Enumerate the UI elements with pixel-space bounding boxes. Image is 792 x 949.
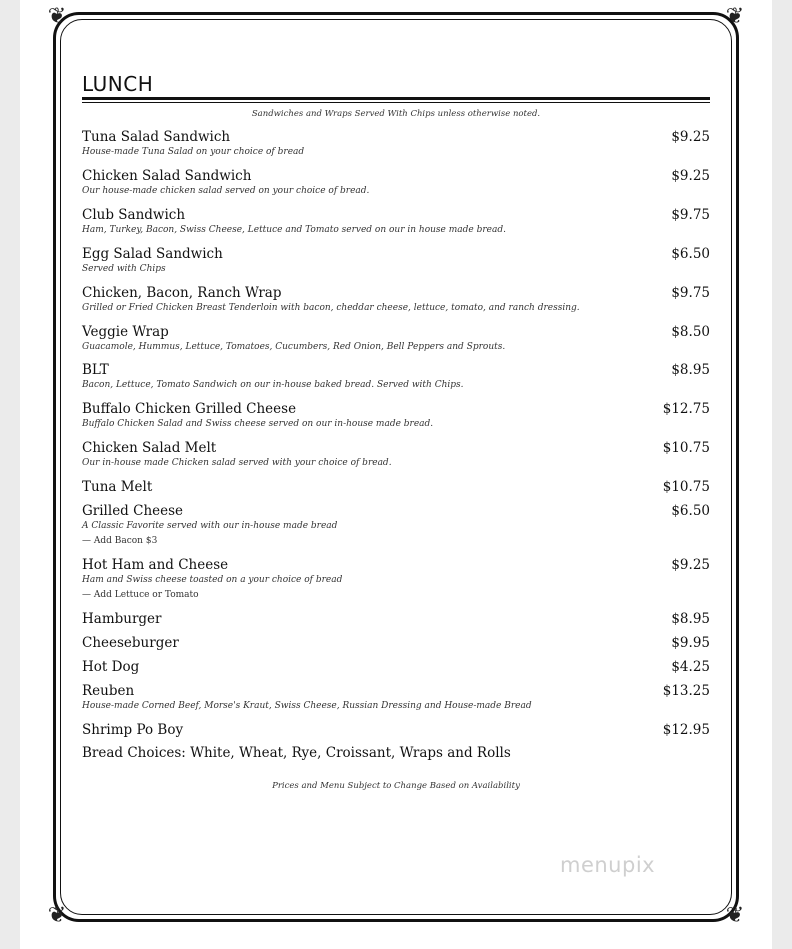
item-name: Reuben (82, 683, 135, 699)
item-price: $9.75 (671, 285, 710, 301)
watermark-logo: menupix (560, 853, 656, 877)
item-price: $9.75 (671, 207, 710, 223)
item-price: $9.25 (671, 129, 710, 145)
item-name: Tuna Melt (82, 479, 153, 495)
item-price: $6.50 (671, 503, 710, 519)
item-name: Hot Dog (82, 659, 140, 675)
item-price: $8.95 (671, 362, 710, 378)
item-price: $10.75 (662, 479, 710, 495)
item-price: $12.95 (662, 722, 710, 738)
title-divider (82, 97, 710, 100)
menu-title: LUNCH (82, 72, 154, 96)
item-price: $6.50 (671, 246, 710, 262)
item-addon: — Add Lettuce or Tomato (82, 590, 199, 600)
availability-note: Prices and Menu Subject to Change Based on Availability (272, 781, 520, 791)
item-addon: — Add Bacon $3 (82, 536, 158, 546)
item-name: Cheeseburger (82, 635, 179, 651)
bread-choices: Bread Choices: White, Wheat, Rye, Croissant, Wraps and Rolls (82, 745, 511, 761)
item-price: $8.95 (671, 611, 710, 627)
item-description: Our in-house made Chicken salad served with your choice of bread. (82, 458, 392, 468)
item-price: $10.75 (662, 440, 710, 456)
item-name: Hamburger (82, 611, 162, 627)
item-description: House-made Corned Beef, Morse's Kraut, Swiss Cheese, Russian Dressing and House-made Bread (82, 701, 532, 711)
item-description: House-made Tuna Salad on your choice of bread (82, 147, 305, 157)
item-name: Shrimp Po Boy (82, 722, 184, 738)
item-description: Served with Chips (82, 264, 166, 274)
item-price: $12.75 (662, 401, 710, 417)
item-name: Chicken Salad Melt (82, 440, 217, 456)
item-price: $9.95 (671, 635, 710, 651)
item-price: $13.25 (662, 683, 710, 699)
menu-subtitle: Sandwiches and Wraps Served With Chips unless otherwise noted. (251, 109, 541, 119)
item-name: BLT (82, 362, 109, 378)
floral-ornament-icon: ❦ (47, 903, 67, 928)
item-price: $4.25 (671, 659, 710, 675)
item-price: $9.25 (671, 557, 710, 573)
item-name: Hot Ham and Cheese (82, 557, 229, 573)
item-name: Chicken, Bacon, Ranch Wrap (82, 285, 282, 301)
floral-ornament-icon: ❦ (725, 4, 745, 29)
item-description: A Classic Favorite served with our in-house made bread (82, 521, 338, 531)
menu-page (20, 0, 772, 949)
item-description: Guacamole, Hummus, Lettuce, Tomatoes, Cucumbers, Red Onion, Bell Peppers and Sprouts. (82, 342, 506, 352)
item-name: Buffalo Chicken Grilled Cheese (82, 401, 297, 417)
item-description: Ham, Turkey, Bacon, Swiss Cheese, Lettuce and Tomato served on our in house made bread. (82, 225, 506, 235)
item-name: Tuna Salad Sandwich (82, 129, 231, 145)
item-description: Grilled or Fried Chicken Breast Tenderloin with bacon, cheddar cheese, lettuce, tomato, and ranch dressing. (82, 303, 580, 313)
floral-ornament-icon: ❦ (47, 4, 67, 29)
item-name: Chicken Salad Sandwich (82, 168, 252, 184)
floral-ornament-icon: ❦ (725, 903, 745, 928)
item-name: Club Sandwich (82, 207, 186, 223)
item-description: Buffalo Chicken Salad and Swiss cheese served on our in-house made bread. (82, 419, 434, 429)
item-name: Veggie Wrap (82, 324, 169, 340)
item-price: $8.50 (671, 324, 710, 340)
item-name: Egg Salad Sandwich (82, 246, 223, 262)
item-description: Ham and Swiss cheese toasted on a your choice of bread (82, 575, 343, 585)
item-name: Grilled Cheese (82, 503, 184, 519)
item-price: $9.25 (671, 168, 710, 184)
item-description: Bacon, Lettuce, Tomato Sandwich on our in-house baked bread. Served with Chips. (82, 380, 464, 390)
item-description: Our house-made chicken salad served on your choice of bread. (82, 186, 370, 196)
title-divider-thin (82, 102, 710, 103)
